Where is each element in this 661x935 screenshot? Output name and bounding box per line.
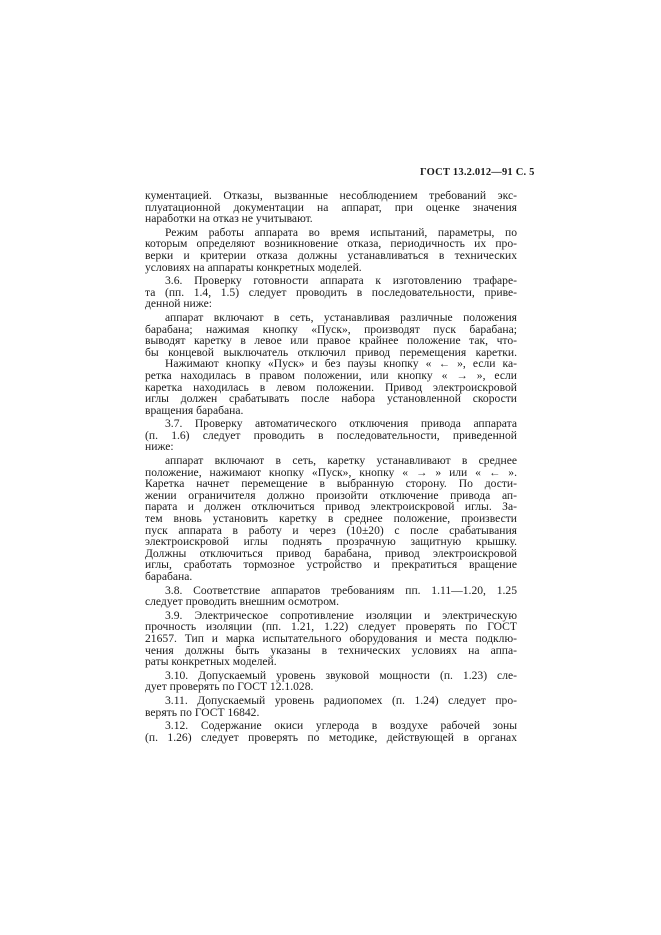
paragraph-1 [145,190,517,225]
text-line: 3.12. Содержание окиси углерода в воздухе рабочей зоны [165,719,517,733]
text-line: барабана; нажимая кнопку «Пуск», производят пуск барабана; [145,322,517,336]
text-line: Должны отключиться привод барабана, привод электроискровой [145,546,517,560]
text-line: 3.7. Проверку автоматического отключения привода аппарата [165,417,517,431]
text-line: верять по ГОСТ 16842. [145,705,260,719]
text-line: барабана. [145,570,193,583]
page-body [145,190,517,745]
text-line: Нажимают кнопку «Пуск» и без паузы кнопку « ← », если ка- [165,357,517,371]
paragraph-3-12 [145,720,517,743]
text-line: верки и критерии отказа должны устанавливаться в технических [145,248,517,262]
text-line: Каретка начнет перемещение в выбранную сторону. По дости- [145,477,517,491]
text-line: (п. 1.26) следует проверять по методике, действующей в органах [145,730,517,744]
text-line: каретка находилась в левом положении. Привод электроискровой [145,380,517,394]
text-line: ретка находилась в правом положении, или кнопку « → », если [145,368,517,382]
text-line: дует проверять по ГОСТ 12.1.028. [145,680,314,694]
paragraph-3-11 [145,695,517,718]
text-line: чения должны быть указаны в технических условиях на аппа- [145,643,517,657]
paragraph-3-10 [145,670,517,693]
text-line: прочность изоляции (пп. 1.21, 1.22) следует проверять по ГОСТ [145,620,517,634]
paragraph-2 [145,227,517,273]
text-line: иглы, сработать тормозное устройство и прекратиться вращение [145,558,517,572]
document-header: ГОСТ 13.2.012—91 С. 5 [420,167,535,178]
text-line: парата и должен отключиться привод электроискровой иглы. За- [145,500,517,514]
paragraph-3-7 [145,418,517,453]
text-line: пуск аппарата в работу и через (10±20) с после срабатывания [145,523,517,537]
text-line: кументацией. Отказы, вызванные несоблюдением требований экс- [145,189,517,202]
paragraph-3-9 [145,610,517,668]
text-line: тем вновь установить каретку в среднее положение, произвести [145,512,517,526]
text-line: денной ниже: [145,297,212,311]
text-line: 3.11. Допускаемый уровень радиопомех (п. 1.24) следует про- [165,693,517,707]
text-line: которым определяют возникновение отказа, периодичность их про- [145,237,517,251]
paragraph-3-6 [145,275,517,310]
text-line: ниже: [145,440,174,454]
text-line: следует проводить внешним осмотром. [145,595,340,609]
text-line: выводят каретку в левое или правое крайнее положение так, что- [145,334,517,348]
text-line: та (пп. 1.4, 1.5) следует проводить в последовательности, приве- [145,285,517,299]
text-line: аппарат включают в сеть, устанавливая различные положения [165,310,517,324]
text-line: иглы должен срабатывать после набора установленной скорости [145,392,517,406]
text-line: 3.6. Проверку готовности аппарата к изготовлению трафаре- [165,274,517,288]
paragraph-3-8 [145,585,517,608]
text-line: (п. 1.6) следует проводить в последовательности, приведенной [145,428,517,442]
paragraph-3-7-procedure [145,455,517,583]
text-line: условиях на аппараты конкретных моделей. [145,260,362,274]
paragraph-3-6-procedure [145,312,517,416]
text-line: наработки на отказ не учитывают. [145,212,313,226]
text-line: 3.10. Допускаемый уровень звуковой мощности (п. 1.23) сле- [165,668,517,682]
text-line: Режим работы аппарата во время испытаний, параметры, по [165,225,517,239]
text-line: положение, нажимают кнопку «Пуск», кнопку « → » или « ← ». [145,465,517,479]
text-line: раты конкретных моделей. [145,655,277,669]
text-line: вращения барабана. [145,403,244,417]
text-line: бы концевой выключатель отключил привод перемещения каретки. [145,345,517,359]
text-line: 3.8. Соответствие аппаратов требованиям пп. 1.11—1.20, 1.25 [165,583,517,597]
text-line: электроискровой иглы поднять прозрачную защитную крышку. [145,535,517,549]
text-line: 3.9. Электрическое сопротивление изоляции и электрическую [165,608,517,622]
text-line: жении ограничителя должно произойти отключение привода ап- [145,488,517,502]
text-line: аппарат включают в сеть, каретку устанавливают в среднее [165,454,517,468]
text-line: 21657. Тип и марка испытательного оборудования и места подклю- [145,631,517,645]
text-line: плуатационной документации на аппарат, при оценке значения [145,200,517,214]
